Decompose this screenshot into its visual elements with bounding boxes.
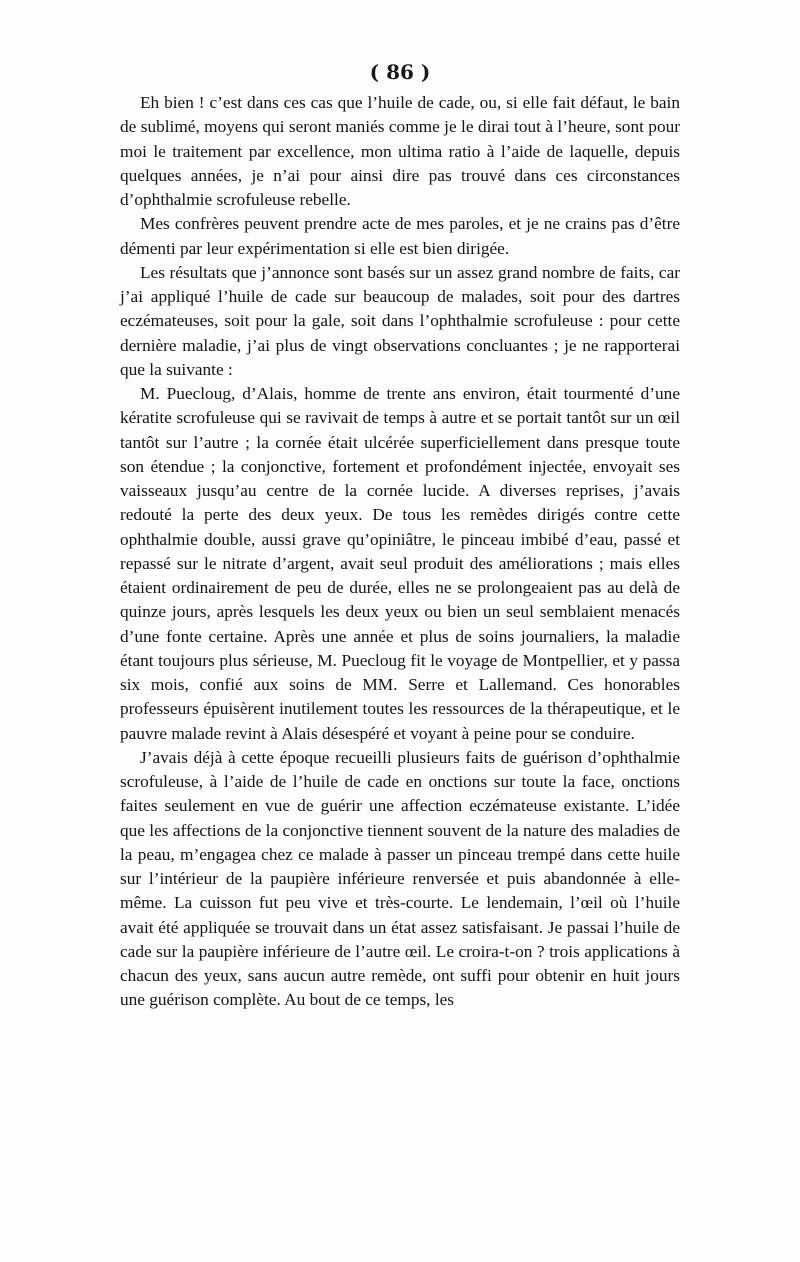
- paragraph-4: M. Puecloug, d’Alais, homme de trente ans environ, était tourmenté d’une kératite scrofuleuse qui se ravivait de temps à autre et se portait tantôt sur un œil tantôt sur l’autre ; la cornée était ulcérée superficiellement dans presque toute son étendue ; la conjonctive, fortement et profondément injectée, envoyait ses vaisseaux jusqu’au centre de la cornée lucide. A diverses reprises, j’avais redouté la perte des deux yeux. De tous les remèdes dirigés contre cette ophthalmie double, aussi grave qu’opiniâtre, le pinceau imbibé d’eau, passé et repassé sur le nitrate d’argent, avait seul produit des améliorations ; mais elles étaient ordinairement de peu de durée, elles ne se prolongeaient pas au delà de quinze jours, après lesquels les deux yeux ou bien un seul semblaient menacés d’une fonte certaine. Après une année et plus de soins journaliers, la maladie étant toujours plus sérieuse, M. Puecloug fit le voyage de Montpellier, et y passa six mois, confié aux soins de MM. Serre et Lallemand. Ces honorables professeurs épuisèrent inutilement toutes les ressources de la thérapeutique, et le pauvre malade revint à Alais désespéré et voyant à peine pour se conduire.: [120, 384, 680, 743]
- paragraph-3: Les résultats que j’annonce sont basés sur un assez grand nombre de faits, car j’ai appliqué l’huile de cade sur beaucoup de malades, soit pour des dartres eczémateuses, soit pour la gale, soit dans l’ophthalmie scrofuleuse : pour cette dernière maladie, j’ai plus de vingt observations concluantes ; je ne rapporterai que la suivante :: [120, 262, 680, 379]
- page-number: ( 86 ): [369, 60, 431, 84]
- paragraph-1: Eh bien ! c’est dans ces cas que l’huile de cade, ou, si elle fait défaut, le bain de sublimé, moyens qui seront maniés comme je le dirai tout à l’heure, sont pour moi le traitement par excellence, mon ultima ratio à l’aide de laquelle, depuis quelques années, je n’ai pour ainsi dire pas trouvé dans ces circonstances d’ophthalmie scrofuleuse rebelle.: [120, 93, 680, 209]
- paragraph-2: Mes confrères peuvent prendre acte de mes paroles, et je ne crains pas d’être démenti par leur expérimentation si elle est bien dirigée.: [120, 214, 680, 258]
- body-text: [120, 91, 680, 1013]
- paragraph-5: J’avais déjà à cette époque recueilli plusieurs faits de guérison d’ophthalmie scrofuleuse, à l’aide de l’huile de cade en onctions sur toute la face, onctions faites seulement en vue de guérir une affection eczémateuse existante. L’idée que les affections de la conjonctive tiennent souvent de la nature des maladies de la peau, m’engagea chez ce malade à passer un pinceau trempé dans cette huile sur l’intérieur de la paupière inférieure renversée et puis abandonnée à elle-même. La cuisson fut peu vive et très-courte. Le lendemain, l’œil où l’huile avait été appliquée se trouvait dans un état assez satisfaisant. Je passai l’huile de cade sur la paupière inférieure de l’autre œil. Le croira-t-on ? trois applications à chacun des yeux, sans aucun autre remède, ont suffi pour obtenir en huit jours une guérison complète. Au bout de ce temps, les: [120, 747, 680, 1010]
